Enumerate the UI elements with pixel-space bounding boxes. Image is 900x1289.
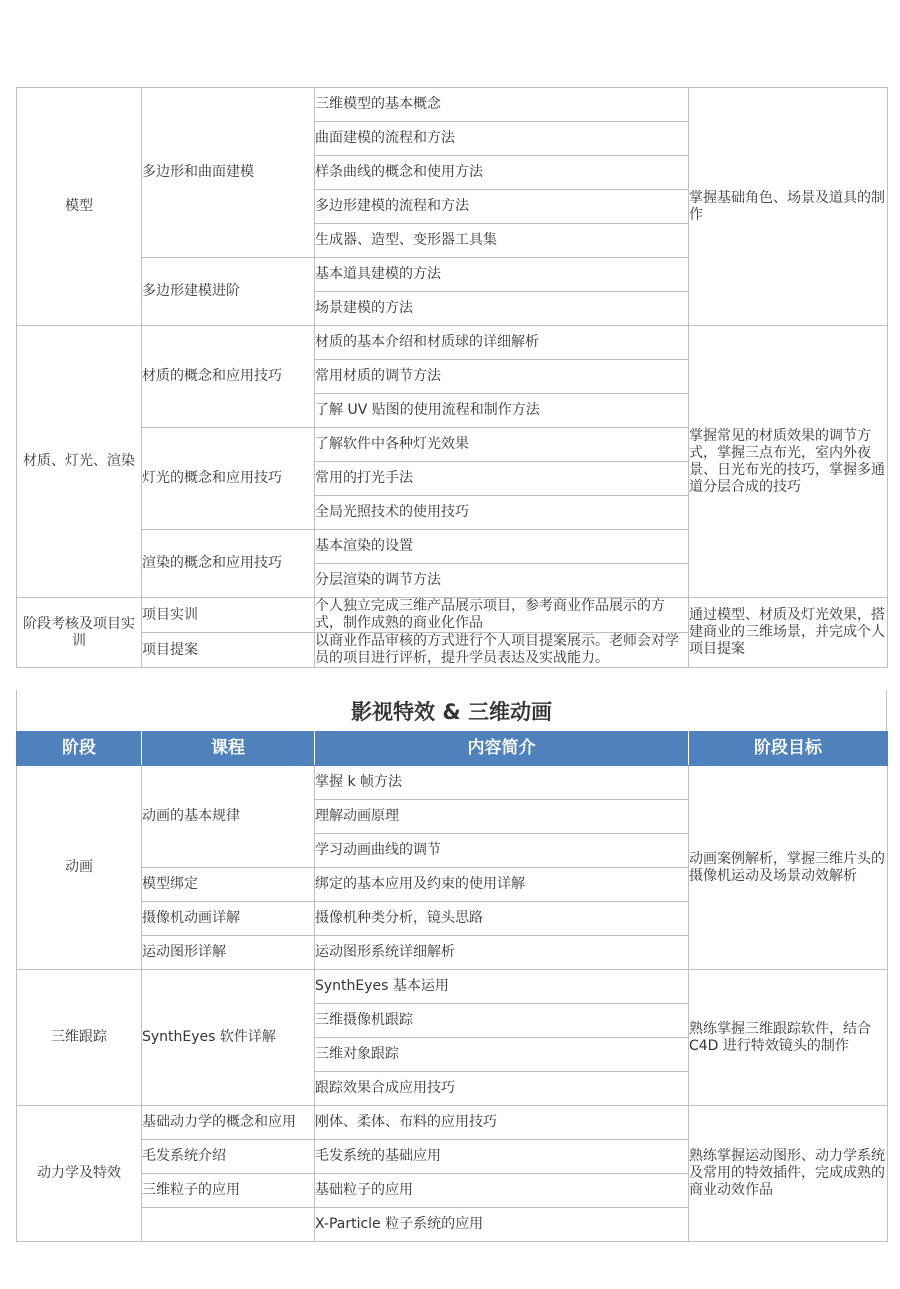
goal-cell-tracking: 熟练掌握三维跟踪软件，结合 C4D 进行特效镜头的制作 bbox=[689, 970, 888, 1106]
stage-cell-model: 模型 bbox=[17, 88, 142, 326]
stage-cell-material: 材质、灯光、渲染 bbox=[17, 326, 142, 598]
goal-cell-animation: 动画案例解析，掌握三维片头的摄像机运动及场景动效解析 bbox=[689, 766, 888, 970]
course-cell-light: 灯光的概念和应用技巧 bbox=[142, 428, 315, 530]
goal-cell-material: 掌握常见的材质效果的调节方式，掌握三点布光，室内外夜景、日光布光的技巧，掌握多通道分层合成的技巧 bbox=[689, 326, 888, 598]
content-cell: 生成器、造型、变形器工具集 bbox=[315, 224, 689, 258]
content-cell: 常用材质的调节方法 bbox=[315, 360, 689, 394]
stage-cell-animation: 动画 bbox=[17, 766, 142, 970]
content-cell: 跟踪效果合成应用技巧 bbox=[315, 1072, 689, 1106]
content-cell: 了解软件中各种灯光效果 bbox=[315, 428, 689, 462]
table-row bbox=[17, 326, 888, 360]
course-cell-render: 渲染的概念和应用技巧 bbox=[142, 530, 315, 598]
content-cell: 掌握 k 帧方法 bbox=[315, 766, 689, 800]
header-content: 内容简介 bbox=[315, 732, 689, 766]
content-cell: 三维对象跟踪 bbox=[315, 1038, 689, 1072]
content-cell: X-Particle 粒子系统的应用 bbox=[315, 1208, 689, 1242]
course-cell-synth: SynthEyes 软件详解 bbox=[142, 970, 315, 1106]
section-title: 影视特效 & 三维动画 bbox=[16, 690, 887, 732]
course-cell-camera: 摄像机动画详解 bbox=[142, 902, 315, 936]
course-cell-anim-basic: 动画的基本规律 bbox=[142, 766, 315, 868]
content-cell: 基本道具建模的方法 bbox=[315, 258, 689, 292]
content-cell: 个人独立完成三维产品展示项目，参考商业作品展示的方式，制作成熟的商业化作品 bbox=[315, 598, 689, 633]
table-row bbox=[17, 598, 888, 633]
header-stage: 阶段 bbox=[17, 732, 142, 766]
content-cell: 三维摄像机跟踪 bbox=[315, 1004, 689, 1038]
content-cell: 样条曲线的概念和使用方法 bbox=[315, 156, 689, 190]
content-cell: 场景建模的方法 bbox=[315, 292, 689, 326]
stage-cell-project: 阶段考核及项目实训 bbox=[17, 598, 142, 668]
stage-cell-dynamics: 动力学及特效 bbox=[17, 1106, 142, 1242]
course-cell-dynamics: 基础动力学的概念和应用 bbox=[142, 1106, 315, 1140]
content-cell: SynthEyes 基本运用 bbox=[315, 970, 689, 1004]
content-cell: 基础粒子的应用 bbox=[315, 1174, 689, 1208]
content-cell: 以商业作品审核的方式进行个人项目提案展示。老师会对学员的项目进行评析，提升学员表达及实战能力。 bbox=[315, 633, 689, 668]
goal-cell-project: 通过模型、材质及灯光效果，搭建商业的三维场景，并完成个人项目提案 bbox=[689, 598, 888, 668]
content-cell: 材质的基本介绍和材质球的详细解析 bbox=[315, 326, 689, 360]
stage-cell-tracking: 三维跟踪 bbox=[17, 970, 142, 1106]
table-header-row bbox=[17, 732, 888, 766]
content-cell: 全局光照技术的使用技巧 bbox=[315, 496, 689, 530]
course-cell-rigging: 模型绑定 bbox=[142, 868, 315, 902]
content-cell: 分层渲染的调节方法 bbox=[315, 564, 689, 598]
goal-cell-model: 掌握基础角色、场景及道具的制作 bbox=[689, 88, 888, 326]
content-cell: 刚体、柔体、布料的应用技巧 bbox=[315, 1106, 689, 1140]
content-cell: 基本渲染的设置 bbox=[315, 530, 689, 564]
table-row bbox=[17, 88, 888, 122]
content-cell: 毛发系统的基础应用 bbox=[315, 1140, 689, 1174]
table-row bbox=[17, 970, 888, 1004]
content-cell: 了解 UV 贴图的使用流程和制作方法 bbox=[315, 394, 689, 428]
curriculum-table-top bbox=[16, 87, 888, 668]
course-cell-particles: 三维粒子的应用 bbox=[142, 1174, 315, 1208]
content-cell: 多边形建模的流程和方法 bbox=[315, 190, 689, 224]
course-cell-poly-advanced: 多边形建模进阶 bbox=[142, 258, 315, 326]
course-cell-material: 材质的概念和应用技巧 bbox=[142, 326, 315, 428]
table-row bbox=[17, 1106, 888, 1140]
course-cell-empty bbox=[142, 1208, 315, 1242]
content-cell: 三维模型的基本概念 bbox=[315, 88, 689, 122]
content-cell: 绑定的基本应用及约束的使用详解 bbox=[315, 868, 689, 902]
content-cell: 学习动画曲线的调节 bbox=[315, 834, 689, 868]
course-cell-project-proposal: 项目提案 bbox=[142, 633, 315, 668]
content-cell: 理解动画原理 bbox=[315, 800, 689, 834]
header-course: 课程 bbox=[142, 732, 315, 766]
course-cell-project-train: 项目实训 bbox=[142, 598, 315, 633]
goal-cell-dynamics: 熟练掌握运动图形、动力学系统及常用的特效插件，完成成熟的商业动效作品 bbox=[689, 1106, 888, 1242]
curriculum-table-bottom bbox=[16, 731, 888, 1242]
table-row bbox=[17, 766, 888, 800]
course-cell-mograph: 运动图形详解 bbox=[142, 936, 315, 970]
course-cell-poly-surface: 多边形和曲面建模 bbox=[142, 88, 315, 258]
content-cell: 曲面建模的流程和方法 bbox=[315, 122, 689, 156]
content-cell: 运动图形系统详细解析 bbox=[315, 936, 689, 970]
course-cell-hair: 毛发系统介绍 bbox=[142, 1140, 315, 1174]
header-goal: 阶段目标 bbox=[689, 732, 888, 766]
content-cell: 常用的打光手法 bbox=[315, 462, 689, 496]
content-cell: 摄像机种类分析，镜头思路 bbox=[315, 902, 689, 936]
